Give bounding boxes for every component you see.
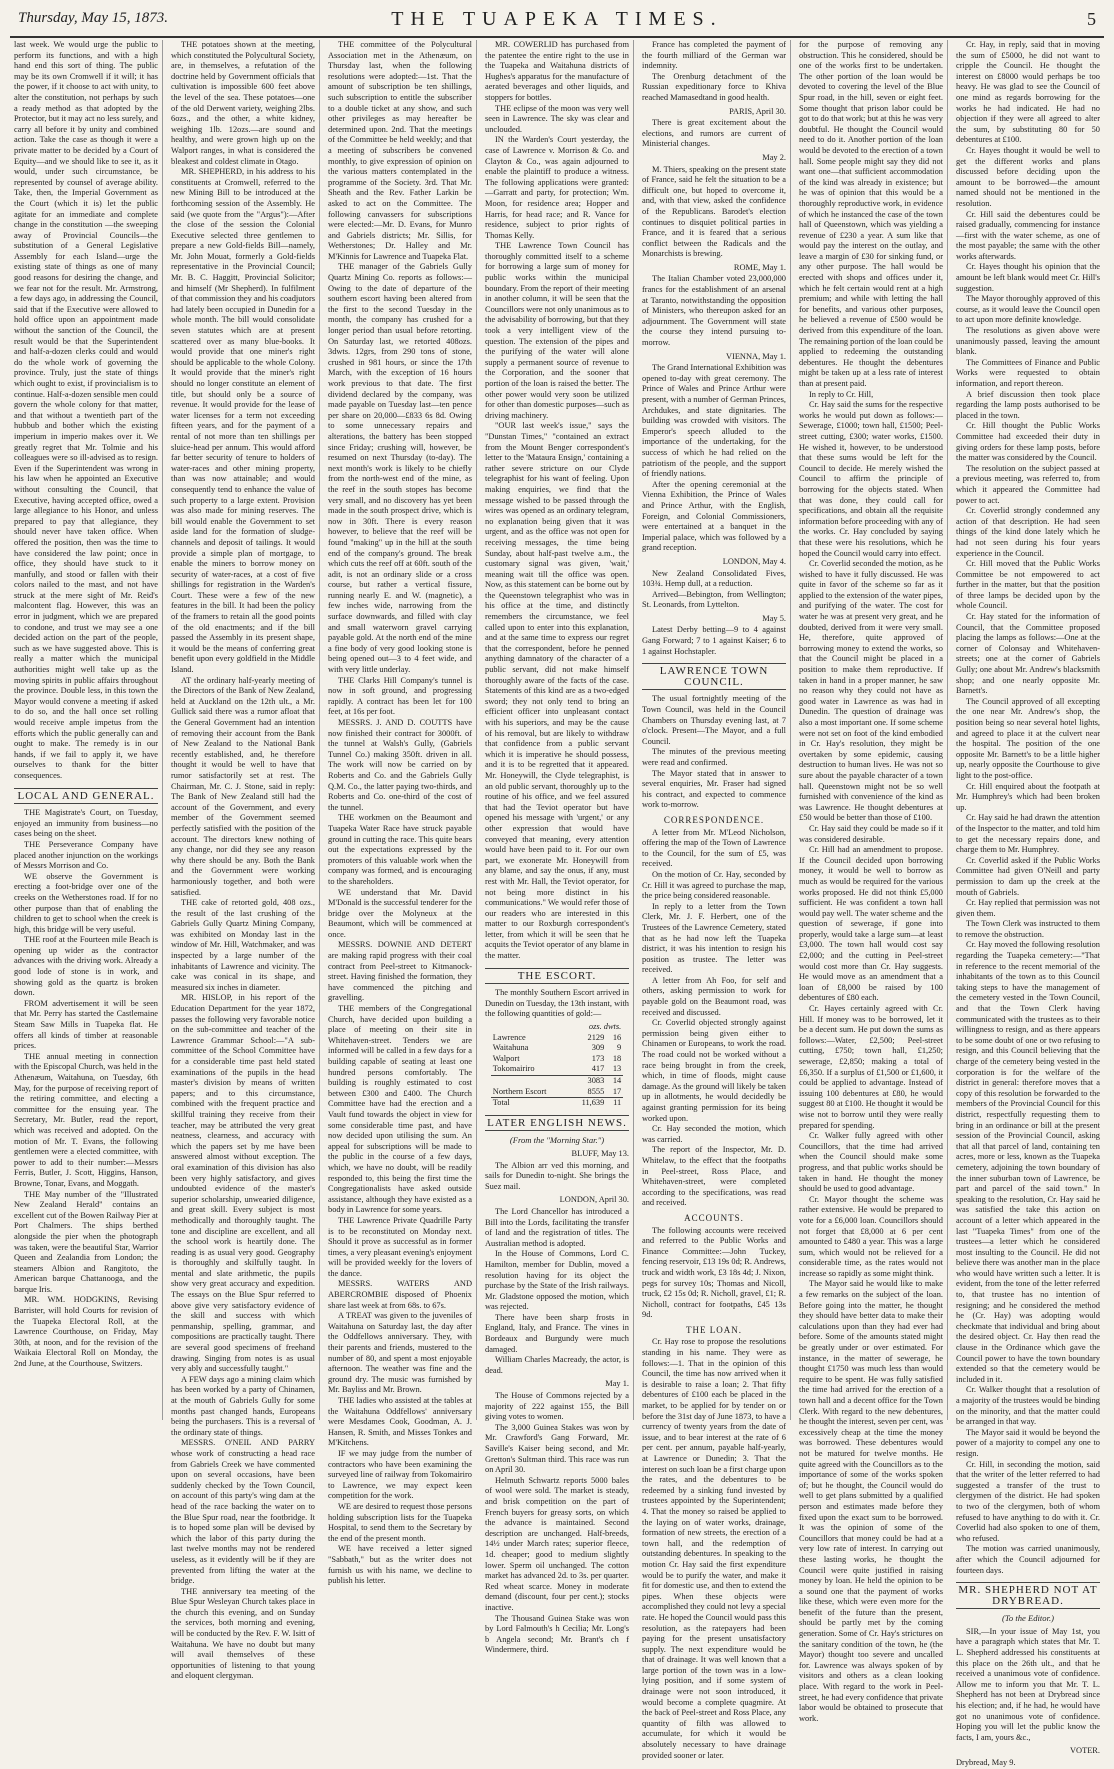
dateline: ROME, May 1. <box>733 262 786 272</box>
escort-subtotal-ozs: 3083 <box>570 1076 607 1087</box>
escort-dwts: 16 <box>612 1032 622 1042</box>
news-item: The usual fortnightly meeting of the Town Council, was held in the Council Chambers on Thursday evening last, at 7 o'clock. Present—The Mayor, and a full Council. <box>642 694 786 746</box>
masthead <box>10 6 1104 38</box>
news-item: Cr. Hayes thought it would be well to get the different works and plans discussed before deciding upon the amount to be borrowed—the amount named should not be mentioned in the resolution. <box>956 145 1100 208</box>
section-heading-english-news: LATER ENGLISH NEWS. <box>485 1115 629 1132</box>
escort-total-dwts: 11 <box>606 1098 623 1109</box>
news-item: THE members of the Congregational Church, have decided upon building a place of meeting on their site in Whitehaven-street. Tenders we are informed will be called in a few days for a building capable of seating at least one hundred persons comfortably. The building is roughly estimated to cost between £300 and £400. The Church Committee have had the erection and a Vault fund towards the object in view for some considerable time past, and have now decided upon utilising the sum. An appeal for subscriptions will be made to the public in the course of a few days, which, we have no doubt, will be readily responded to, this being the first time the Congregationalists have asked outside assistance, although they have existed as a body in Lawrence for some years. <box>328 1004 472 1215</box>
escort-place: Walport <box>492 1053 520 1063</box>
news-item: Cr. Hay said the sums for the respective works he would put down as follows:—Sewerage, £1000; town hall, £1500; Peel-street cutting, £300; water works, £1500. He wished it, however, to be understood that these sums would be left for the Council to decide. He merely wished the Council to affirm the principle of borrowing for the objects stated. When that was done, they could call for specifications, and obtain all the requisite information before proceeding with any of the works. Cr. Hay concluded by saying that these were his resolutions, which he hoped the Council would carry into effect. <box>799 400 943 558</box>
editorial-text: last week. We would urge the public to perform its functions, and with a high hand end this sort of thing. The public may be its own Cromwell if it will; it has the power, if it choose to act with unity, to alter the constitution, not perhaps by such a ready method as that adopted by the Protector, but it may act no less surely, and carry all before it by unity and combined action. Take the case as though it were a private matter to be decided by a Court of Equity—and we should like to see it, as it would, under such circumstance, be represented by counsel of average ability. Take, then, the Imperial Government as the Court (which it is) let the public agitate for an immediate and complete change in the constitution —the sweeping away of Provincial Councils—the substitution of a General Legislative Assembly for each Island—urge the existing state of things as one of many good reasons for desiring the change, and we fear not for the result. Mr. Armstrong, a few days ago, in addressing the Council, said that if the Executive were allowed to hold office upon an appointment made without the sanction of the Council, the result would be that the Superintendent and half-a-dozen clerks could and would do the whole work of governing the province. Truly, just the state of things which ought to exist, if provincialism is to continue. Half-a-dozen sensible men could govern the whole colony for that matter, and that without a twentieth part of the hubbub and bother which the existing imperium in imperio makes over it. We greatly regret that Mr. Tolmie and his colleagues were so ill-advised as to resign. Even if the Superintendent was wrong in his law when he appointed an Executive without consulting the Council, that Executive, having accepted office, owed a large allegiance to his Honor, and unless prepared to pay that allegiance, they should never have taken office. When offered the position, then was the time to have considered the law point; once in office, they should have stuck to it manfully, and stood or fallen with their colors nailed to the mast, and not have struck at the mere sight of Mr. Reid's malcontent flag. However, this was an error in judgment, which we are prepared to condone, and trust we may see a one decided action on the part of the people, such as we have suggested above. This is really a matter which the municipal authorities might well take up as the moving spirits in public affairs throughout the province. Double less, in this town the Mayor would convene a meeting if asked to do so, and the hall once set rolling would receive ample impetus from the efforts which the public generally can and ought to make. The remedy is in our hands, if we fail to apply it, we have ourselves to thank for the bitter consequences. <box>14 40 158 780</box>
news-item: The House of Commons rejected by a majority of 222 against 155, the Bill giving votes to women. <box>485 1391 629 1422</box>
news-item: Cr. Hayes thought his opinion that the amount be left blank would meet Cr. Hill's suggestion. <box>956 262 1100 293</box>
news-item: Cr. Coverlid seconded the motion, as he wished to have it fully discussed. He was quite in favor of the scheme so far as it applied to the extension of the water pipes, and purifying of the water. The cost for water he was at present very great, and he doubted, derived from it were very small. He, therefore, quite approved of borrowing money to extend the works, so that the Council might be placed in a position to make them reproductive. If taken in hand in a proper manner, he saw no reason why they could not have as good water in Lawrence as was had in Dunedin. The question of drainage was also a most important one. If some scheme were not set on foot of the kind embodied in Cr. Hay's resolution, they might be overtaken by some epidemic, causing destruction to human lives. He was not so sure about the payable character of a town hall. Queenstown might not be so well furnished with convenience of the kind as was Lawrence. He thought debentures at £50 would be better than those of £100. <box>799 559 943 823</box>
news-item: The Mayor thoroughly approved of this course, as it would leave the Council open to act upon more definite knowledge. <box>956 294 1100 325</box>
news-item: Cr. Hay replied that permission was not given them. <box>956 898 1100 918</box>
news-item: The resolutions as given above were unanimously passed, leaving the amount blank. <box>956 326 1100 357</box>
escort-ozs: 2129 <box>587 1032 605 1042</box>
news-item: Cr. Hill thought the Public Works Committee had exceeded their duty in giving orders for these lamp posts, before the matter was considered by the Council. <box>956 421 1100 463</box>
news-item: MR. COWERLID has purchased from the patentee the entire right to the use in the Tuapeka and Waitahuna districts of Hughes's apparatus for the manufacture of aerated beverages and other liquids, and stoppers for bottles. <box>485 40 629 102</box>
escort-total-label: Total <box>491 1098 570 1109</box>
news-item: MR. HISLOP, in his report of the Education Department for the year 1872, passes the following very favorable notice on the sub-committee and teacher of the Lawrence Grammar School:—"A sub-committee of the School Committee have for a considerable time past held stated examinations of the pupils in the head master's division by means of written papers; and to this circumstance, combined with the frequent practice and skillful training they receive from their teacher, may be attributed the very great neatness, clearness, and accuracy with which the papers set by me have been answered almost without exception. The oral examination of this division has also been very highly satisfactory, and gives undoubted evidence of the master's superior scholarship, unwearied diligence, and great skill. Every subject is most methodically and thoroughly taught. The tone and discipline are excellent, and all the school work is heartily done. The reading is as usual very good. Geography is thoroughly and skilfully taught. In mental and slate arithmetic, the pupils show very great accuracy and expedition. The essays on the Blue Spur referred to above give very satisfactory evidence of the skill and success with which penmanship, spelling, grammar, and compositions are practically taught. There are several good specimens of freehand drawing. Singing from notes is as usual very ably and successfully taught." <box>171 993 315 1374</box>
subheading-correspondence: CORRESPONDENCE. <box>663 814 765 825</box>
news-item: In reply to Cr. Hill, <box>809 389 874 399</box>
news-item: The resolution on the subject passed at a previous meeting, was referred to, from which it appeared the Committee had power to act. <box>956 463 1100 505</box>
letter-place-date: Drybread, May 9. <box>956 1758 1016 1767</box>
news-item: Cr. Hay said they could be made so if it was considered desirable. <box>799 823 943 844</box>
escort-ozs: 173 <box>591 1053 605 1063</box>
news-item: Cr. Hill enquired about the footpath at Mr. Humphrey's which had been broken up. <box>956 781 1100 812</box>
column-2 <box>167 40 320 1681</box>
news-item: THE manager of the Gabriels Gully Quartz Mining Co. reports as follows:—Owing to the date of departure of the southern escort having been altered from the first to the second Tuesday in the month, the company has crushed for a longer period than usual before retorting. On Saturday last, we retorted 408ozs. 3dwts. 12grs, from 290 tons of stone, crushed in 981 hours, or since the 17th March, with the exception of 16 hours work previous to that date. The first dividend declared by the company, was made payable on Tuesday last—ten pence per share on 20,000—£833 6s 8d. Owing to some unnecessary repairs and alterations, the battery has been stopped since Friday; crushing will, however, be resumed on next Thursday (to-day). The next month's work is likely to be chiefly from the north-west end of the mine, as the reef in the south stopes has become very small, and no discovery has yet been made in the south prospect drive, which is now in 30ft. There is every reason however, to believe that the reef will be found "making" up in the hill at the south end of the company's ground. The break which cuts the reef off at 60ft. south of the adit, is not an ordinary slide or a cross course, but rather a vertical fissure, running nearly E. and W. (magnetic), a few inches wide, narrowing from the surface downwards, and filled with clay and small waterworn gravel carrying payable gold. At the north end of the mine a fine body of very good looking stone is being opened out—3 to 4 feet wide, and with very little underlay. <box>328 262 472 675</box>
news-item: The Grand International Exhibition was opened to-day with great ceremony. The Prince of Wales and Prince Arthur were present, with a number of German Princes, Archdukes, and state dignitaries. The building was crowded with visitors. The Emperor's speech alluded to the importance of the undertaking, for the success of which he had relied on the patriotism of the people, and the support of friendly nations. <box>642 363 786 479</box>
escort-subtotal-dwts: 14 <box>606 1076 623 1087</box>
news-item: Cr. Hay rose to propose the resolutions standing in his name. They were as follows:—1. That in the opinion of this Council, the time has now arrived when it is desirable to raise a loan; 2. That fifty debentures of £100 each be placed in the market, to be applied for by tender on or before the 31st day of June 1873, to have a currency of twenty years from the date of issue, and to bear interest at the rate of 6 per cent. per annum, payable half-yearly, at Lawrence or Dunedin; 3. That the interest on such loan be a first charge upon the rates, and the debentures to be redeemed by a sinking fund invested by trustees appointed by the Superintendent; 4. That the money so raised be applied to the laying on of water works, drainage, formation of new streets, the erection of a town hall, and the redemption of outstanding debentures. In speaking to the motion Cr. Hay said the first expenditure would be to purify the water, and make it fit for domestic use, and then to extend the pipes. When these objects were accomplished they could not levy a special rate. He hoped the Council would pass this resolution, as the ratepayers had been paying for the present unsatisfactory supply. The next expenditure would be that of drainage. It was well known that a large portion of the town was in a low-lying position, and if some system of drainage were not soon introduced, it would become a complete quagmire. At the back of Peel-street and Ross Place, any quantity of filth was allowed to accumulate, for which it would be absolutely necessary to have drainage provided sooner or later. <box>642 1337 786 1760</box>
news-item: Cr. Hay moved the following resolution regarding the Tuapeka cemetery:—"That in reference to the recent memorial of the inhabitants of the town as to this Council taking steps to have the management of the cemetery vested in the Town Council, and that the Town Clerk having communicated with the trustees as to their willingness to resign, and as there appears to be some doubt of one or two refusing to resign, and this Council believing that the charge of the cemetery being vested in the corporation is for the welfare of the district in general: therefore moves that a copy of this resolution be forwarded to the members of the Provincial Council for this district, respectfully requesting them to bring in an ordinance or bill at the present session of the Provincial Council, asking that all that parcel of land, containing ten acres, more or less, known as the Tuapeka cemetery, adjoining the town boundary of the inner suburban town of Lawrence, be part and parcel of the said town." In speaking to the resolution, Cr. Hay said he was satisfied the take this action on account of a letter which appeared in the last "Tuapeka Times" from one of the trustees—a letter which he considered most insulting to the Council. He did not believe there was another man in the place who would have written such a letter. It is evident, from the tone of the letter referred to, that trustee has no intention of resigning; and he considered the method he (Cr. Hay) was adopting would checkmate that individual and bring about the desired object. Cr. Hay then read the clause in the Ordinance which gave the Council power to have the town boundary extended so that the cemetery would be included in it. <box>956 940 1100 1384</box>
news-source: (From the "Morning Star.") <box>509 1135 605 1146</box>
escort-dwts: 17 <box>612 1086 622 1096</box>
news-item: THE Perseverance Company have placed another injunction on the workings of Messrs Morrison and Co. <box>14 839 158 871</box>
dateline: LONDON, April 30. <box>559 1195 629 1205</box>
table-row <box>491 1054 623 1065</box>
news-item: The Thousand Guinea Stake was won by Lord Falmouth's h Cecilia; Mr. Long's b Angela second; Mr. Brant's ch f Windermere, third. <box>485 1613 629 1655</box>
news-item: Cr. Coverlid asked if the Public Works Committee had given O'Neill and party permission to dam up the creek at the mouth of Gabriels. <box>956 855 1100 897</box>
section-heading-letter: MR. SHEPHERD NOT AT DRYBREAD. <box>956 1582 1100 1609</box>
table-row <box>491 1087 623 1098</box>
news-item: MR. WM. HODGKINS, Revising Barrister, will hold Courts for revision of the Tuapeka Electoral Roll, at the Lawrence Courthouse, on Friday, May 30th, at noon, and for the revision of the Waikaia Electoral Roll on Monday, the 2nd June, at the Courthouse, Switzers. <box>14 1295 158 1369</box>
issue-date: Thursday, May 15, 1873. <box>18 10 168 26</box>
escort-table <box>491 1022 623 1109</box>
news-item: Cr. Hay said he had drawn the attention of the Inspector to the matter, and told him to get the necessary repairs done, and charge them to Mr. Humphrey. <box>956 813 1100 855</box>
news-item: MR. SHEPHERD, in his address to his constituents at Cromwell, referred to the new Mining Bill to be introduced at the forthcoming session of the Assembly. He said (we quote from the "Argus"):—After the close of the session the Colonial Executive selected three gentlemen to prepare a new Gold-fields Bill—namely, Mr. John Mouat, formerly a Gold-fields representative in the Provincial Council; Mr. B. C. Haggitt, Provincial Solicitor; and himself (Mr Shepherd). In fulfilment of that commission they and his coadjutors had lately been occupied in Dunedin for a whole month. The bill would consolidate seven statutes which are at present scattered over as many blue-books. It would provide that one miner's right should be applicable to the whole Colony. It would provide that the miner's right should no longer constitute an element of title, but should only be a source of revenue. It would provide for the lease of water licenses for a term not exceeding fifteen years, and for the payment of a rental of not more than ten shillings per sluice-head per annum. This would afford far better security of tenure to holders of water-races and other mining property, than was now attainable; and would consequently tend to enhance the value of such property to a large extent. Provision was also made for mining reserves. The bill would enable the Government to set aside land for the formation of sludge-channels and deposit of tailings. It would provide a simple plan of mortgage, to enable the miners to borrow money on security of water-races, at a cost of five shillings for registration in the Warden's Court. These were a few of the new features in the bill. It had been the policy of the framers to retain all the good points of the old enactments; and if the bill passed the Assembly in its present shape, it would be the means of conferring great benefit upon every goldfield in the Middle Island. <box>171 167 315 675</box>
news-item: THE committee of the Polycultural Association met in the Athenæum, on Thursday last, when the following resolutions were adopted:—1st. That the amount of subscription be ten shillings, such subscription to entitle the subscriber to a double ticket at any show, and such other privileges as may hereafter be determined upon. 2nd. That the meetings of the Committee be held weekly; and that a meeting of subscribers be convened monthly, to give expression of opinion on the various matters contemplated in the programme of the Society. 3rd. That Mr. Sheath and the Rev. Father Larkin be asked to act on the Committee. The following canvassers for subscriptions were elected:—Mr. D. Evans, for Munro and Gabriels districts; Mr. Sillis, for Wetherstones; Dr. Halley and Mr. M'Kinnis for Lawrence and Tuapeka Flat. <box>328 40 472 261</box>
news-item: After the opening ceremonial at the Vienna Exhibition, the Prince of Wales and Prince Arthur, with the English, Foreign, and Colonial Commissioners, were entertained at a banquet in the Imperial palace, which was followed by a grand reception. <box>642 479 786 553</box>
news-item: In the House of Commons, Lord C. Hamilton, member for Dublin, moved a resolution having for its object the purchase by the State of the Irish railways. Mr. Gladstone opposed the motion, which was rejected. <box>485 1249 629 1312</box>
news-item: Cr. Hay, in reply, said that in moving the sum of £5000, he did not want to cripple the Council. He thought the interest on £8000 would perhaps be too heavy. He was glad to see the Council of one mind as regards borrowing for the works he had indicated. He had no objection if they were all agreed to alter the sum, by substituting 80 for 50 debentures at £100. <box>956 40 1100 145</box>
news-item: Cr. Walker fully agreed with other Councillors, that the time had arrived when the Council should make some progress, and that public works should be taken in hand. He thought the money should be used to good advantage. <box>799 1131 943 1194</box>
table-row <box>491 1033 623 1044</box>
news-item: The Orenburg detachment of the Russian expeditionary force to Khiva reached Mamasedtand in good health. <box>642 71 786 102</box>
newspaper-title: THE TUAPEKA TIMES. <box>391 8 723 30</box>
news-item: THE Clarks Hill Company's tunnel is now in soft ground, and progressing rapidly. A contract has been let for 100 feet, at 16s per foot. <box>328 675 472 717</box>
news-item: The Town Clerk was instructed to them to remove the obstruction. <box>956 919 1100 939</box>
news-item: Cr. Hill, in seconding the motion, said that the writer of the letter referred to had suggested a transfer of the trust to clergymen of the district. He had spoken to two of the clergymen, both of whom refused to have anything to do with it. Cr. Coverlid had also spoken to one of them, who refused. <box>956 1459 1100 1543</box>
column-1 <box>10 40 163 1420</box>
news-item: THE workmen on the Beaumont and Tuapeka Water Race have struck payable ground in cutting the race. This quite bears out the expectations expressed by the promoters of this valuable work when the company was formed, and is encouraging to the shareholders. <box>328 813 472 886</box>
news-item: for the purpose of removing any obstruction. This he considered, should be one of the works first to be undertaken. The other portion of the loan would be devoted to covering the level of the Blue Spur road, in the hill, seven or eight feet. Some thought that prison labor could be got to do that work; but at this he was very doubtful. He thought the Council would need to do it. Another portion of the loan would be devoted to the erection of a town hall. Some people might say they did not want one—that sufficient accommodation of the kind was already in existence; but he was of opinion that this would be a thoroughly reproductive work, in evidence of which he instanced the case of the town hall of Queenstown, which was yielding a revenue of £230 a year. A sum like that would pay the interest on the outlay, and leave a margin of £30 for sinking fund, or any other purpose. The hall would be erected with shops and offices under it, which he felt certain would rent at a high premium; and while with letting the hall for benefits, and various other purposes, he believed a revenue of £500 would be derived from this expenditure of the loan. The remaining portion of the loan could be applied to redeeming the outstanding debentures. He thought the debentures might be taken up at a less rate of interest than at present paid. <box>799 40 943 388</box>
letter-signoff: VOTER. <box>1069 1746 1100 1756</box>
news-item: The Lord Chancellor has introduced a Bill into the Lords, facilitating the transfer of land and the registration of titles. The Australian method is adopted. <box>485 1206 629 1248</box>
news-item: MESSRS. WATERS AND ABERCROMBIE disposed of Phoenix share last week at from 68s. to 67s. <box>328 1279 472 1310</box>
table-row-total <box>491 1098 623 1109</box>
news-item: There have been sharp frosts in England, Italy, and France. The vines in Bordeaux and Burgundy were much damaged. <box>485 1312 629 1354</box>
news-item: France has completed the payment of the fourth milliard of the German war indemnity. <box>642 40 786 71</box>
news-item: The Council approved of all excepting the one near Mr. Andrew's shop, the position being so near several hotel lights, and agreed to place it at the culvert near the hospital. The position of the one opposite Mr. Barnett's to be a little higher up, nearly opposite the Courthouse to give light to the post-office. <box>956 696 1100 780</box>
table-row-subtotal <box>491 1076 623 1087</box>
dateline: May 1. <box>605 1379 629 1389</box>
news-item: A TREAT was given to the juveniles of Waitahuna on Saturday last, the day after the Oddfellows anniversary. They, with their parents and friends, mustered to the number of 80, and spent a most enjoyable afternoon. The weather was fine and the ground dry. The music was furnished by Mr. Bayliss and Mr. Brown. <box>328 1311 472 1395</box>
dateline: LONDON, May 4. <box>722 556 786 566</box>
news-item: FROM advertisement it will be seen that Mr. Perry has started the Castlemaine Steam Saw Mills in Tuapeka flat. He offers all kinds of timber at reasonable prices. <box>14 998 158 1051</box>
news-item: THE cake of retorted gold, 408 ozs., the result of the last crushing of the Gabriels Gully Quartz Mining Company, was exhibited on Monday last in the window of Mr. Hill, Watchmaker, and was inspected by a large number of the inhabitants of Lawrence and vicinity. The cake was conical in its shape, and measured six inches in diameter. <box>171 898 315 992</box>
news-item: Cr. Walker thought that a resolution of a majority of the trustees would be binding on the minority, and that the matter could be arranged in that way. <box>956 1385 1100 1427</box>
escort-total-ozs: 11,639 <box>570 1098 607 1109</box>
news-item: The following accounts were received and referred to the Public Works and Finance Committee:—John Tuckey, fencing reservoir, £13 19s 0d; R. Andrews, truck and width work, £3 18s 4d; J. Nixon, pegs for survey 10s; Thomas and Nicoll, truck, £2 15s 0d; R. Nicholl, gravel, £1; R. Nicholl, contract for footpaths, £45 13s 9d. <box>642 1225 786 1320</box>
news-item: On the motion of Cr. Hay, seconded by Cr. Hill it was agreed to purchase the map, the price being considered reasonable. <box>642 869 786 901</box>
escort-ozs: 417 <box>591 1064 605 1074</box>
news-item: The Mayor stated that in answer to several enquiries, Mr. Fraser had signed his contract, and expected to commence work to-morrow. <box>642 768 786 810</box>
news-item: Cr. Hill said the debentures could be raised gradually, commencing for instance—first with the water scheme, as one of the most payable; the same with the other works afterwards. <box>956 209 1100 261</box>
news-item: The report of the Inspector, Mr. D. Whitelaw, to the effect that the footpaths in Peel-street, Ross Place, and Whitehaven-street, were completed according to the specifications, was read and received. <box>642 1145 786 1208</box>
escort-table-header: ozs. dwts. <box>588 1022 622 1032</box>
letter-address: (To the Editor.) <box>1002 1613 1054 1624</box>
news-item: A FEW days ago a mining claim which has been worked by a party of Chinamen, at the mouth of Gabriels Gully for some months past changed hands, Europeans being the purchasers. This is a reversal of the ordinary state of things. <box>171 1374 315 1437</box>
news-item: The Albion arr ved this morning, and sails for Dunedin to-night. She brings the Suez mail. <box>485 1160 629 1191</box>
news-item: A letter from Ah Foo, for self and others, asking permission to work for payable gold on the Beaumont road, was received and discussed. <box>642 975 786 1017</box>
table-row <box>491 1043 623 1054</box>
dateline: BLUFF, May 13. <box>571 1148 629 1158</box>
column-4 <box>481 40 634 1655</box>
column-6 <box>795 40 948 1723</box>
news-item: A brief discussion then took place regarding the lamp posts authorised to be placed in the town. <box>956 389 1100 420</box>
news-item: Cr. Coverlid strongly condemned any action of that description. He had seen things of the kind done lately which he had not seen during his four years experience in the Council. <box>956 506 1100 558</box>
news-item: WE have received a letter signed "Sabbath," but as the writer does not furnish us with his name, we decline to publish his letter. <box>328 1544 472 1586</box>
news-item: THE May number of the "Illustrated New Zealand Herald" contains an excellent cut of the Bowen Railway Pier at Port Chalmers. The ships berthed alongside the pier when the photograph was taken, were the beautiful Star, Warrior Queen and Zealandia from London; the steamers Albion and Rangitoto, the American barque Chattanooga, and the barque Iris. <box>14 1189 158 1294</box>
news-item: "OUR last week's issue," says the "Dunstan Times," "contained an extract from the Mount Benger correspondent's letter to the 'Mataura Ensign,' containing a rather severe stricture on our Clyde telegraphist for his want of feeling. Upon making enquiries, we find that the message wished to be passed through the wires was opened as an ordinary telegram, no explanation being given that it was urgent, and as the office was not open for receiving messages, the time being Sunday, about half-past twelve a.m., the customary signal was given, 'wait,' meaning wait till the office was open. Now, as this statement can be borne out by the Queenstown telegraphist who was in his office at the time, and distinctly remembers the circumstance, we feel called upon to enter into this explanation, and at the same time to express our regret that the correspondent, before he penned anything damnatory of the character of a public servant, did not make himself thoroughly aware of the facts of the case. Statements of this kind are as a two-edged sword; they not only tend to bring an efficient officer into unpleasant contact with his superiors, and may be the cause of his removal, but are likely to withdraw that confidence from a public servant which it is imperative he should possess, and it is to be regretted that it appeared. Mr. Honeywill, the Clyde telegraphist, is an old public servant, thoroughly up to the routine of his office, and we feel assured that had the Teviot operator but have opened his message with 'urgent,' or any other expression that would have conveyed that meaning, every attention would have been paid to it. For our own part, we exonerate Mr. Honeywill from any blame, and say the onus, if any, must rest with Mr. Hall, the Teviot operator, for not being more distinct in his communications." We would refer those of our readers who are interested in this matter to our Roxburgh correspondent's letter, from which it will be seen that he acquits the Teviot operator of any blame in the matter. <box>485 421 629 961</box>
news-item: There is great excitement about the elections, and rumors are current of Ministerial changes. <box>642 118 786 149</box>
escort-ozs: 309 <box>591 1043 605 1053</box>
news-item: WE observe the Government is erecting a foot-bridge over one of the creeks on the Wetherstones road. If for no other purpose than that of enabling the children to get to school when the creek is high, this bridge will be very useful. <box>14 871 158 934</box>
news-item: THE ladies who assisted at the tables at the Waitahuna Oddfellows' anniversary were Mesdames Cook, Goodman, A. J. Hansen, R. Smith, and Misses Tonkes and M'Kitchens. <box>328 1396 472 1448</box>
news-item: THE annual meeting in connection with the Episcopal Church, was held in the Athenæum, Waitahuna, on Tuesday, 6th May, for the purpose of receiving report of the retiring committee, and electing a committee for the ensuing year. The Secretary, Mr. Butler, read the report, which was received and adopted. On the motion of Mr. T. Evans, the following gentlemen were a elected committee, with power to add to their number:—Messrs Ferris, Butler, J. Scott, Higgins, Hanson, Browne, Tonar, Evans, and Moggath. <box>14 1051 158 1188</box>
subheading-the-loan: THE LOAN. <box>686 1324 742 1335</box>
news-item: The motion was carried unanimously, after which the Council adjourned for fourteen days. <box>956 1544 1100 1575</box>
news-item: THE anniversary tea meeting of the Blue Spur Wesleyan Church takes place in the church this evening, and on Sunday the services, both morning and evening, will be conducted by the Rev. F. W. Isitt of Waitahuna. We have no doubt but many will avail themselves of these opportunities of listening to that young and eloquent clergyman. <box>171 1586 315 1681</box>
news-item: THE Magistrate's Court, on Tuesday, enjoyed an immunity from business—no cases being on the sheet. <box>14 808 158 839</box>
dateline: May 5. <box>762 613 786 623</box>
news-item: Cr. Hill had an amendment to propose. If the Council decided upon borrowing money, it would be well to borrow as much as would be required for the various works proposed. He did not think £5,000 sufficient. He was confident a town hall would pay well. The water scheme and the question of sewerage, if gone into properly, would take a large sum—at least £3,000. The town hall would cost say £2,000; and the cutting in Peel-street would cost more than Cr. Hay suggests. He would move as an amendment that a loan of £8,000 be raised by 100 debentures of £80 each. <box>799 845 943 1003</box>
news-item: IN the Warden's Court yesterday, the case of Lawrence v. Morrison & Co. and Clayton & Co., was again adjourned to enable the plaintiff to produce a witness. The following applications were granted:—Garratt and party, for protection; Wm. Moon, for residence area; Hopper and Harris, for head race; and R. Vance for residence, subject to prior rights of Thomas Kelly. <box>485 135 629 240</box>
news-item: THE eclipse of the moon was very well seen in Lawrence. The sky was clear and unclouded. <box>485 103 629 134</box>
news-item: MESSRS. J. AND D. COUTTS have now finished their contract for 3000ft. of the tunnel at Walsh's Gully, (Gabriels Tunnel Co.) making 350ft. driven in all. The work will now be carried on by Roberts and Co. and the Gabriels Gully Q.M. Co., the latter paying two-thirds, and Roberts and Co. one-third of the cost of the tunnel. <box>328 718 472 812</box>
dateline: VIENNA, May 1. <box>725 351 786 361</box>
news-item: THE potatoes shown at the meeting, which constituted the Polycultural Society, are, in themselves, a refutation of the doctrine held by Government officials that cultivation is impossible 600 feet above the level of the sea. These potatoes—one of the old Derwent variety, weighing 2lbs. 6ozs., and the other, a white kidney, weighing 1lb. 12ozs.—are sound and healthy, and were grown high up on the Walport ranges, in what is considered the bleakest and coldest climate in Otago. <box>171 40 315 166</box>
escort-intro: The monthly Southern Escort arrived in Dunedin on Tuesday, the 13th instant, with the following quantities of gold:— <box>485 988 629 1019</box>
escort-place: Northern Escort <box>492 1086 547 1096</box>
news-item: Cr. Hay stated for the information of Council, that the Committee proposed placing the lamps as follows:—One at the corner of Colonsay and Whitehaven-streets; one at the corner of Gabriels Gully; one about Mr. Andrew's blacksmith shop; and one nearly opposite Mr. Barnett's. <box>956 612 1100 696</box>
news-item: THE Lawrence Private Quadrille Party is to be reconstituted on Monday next. Should it prove as successful as in former times, a very pleasant evening's enjoyment will be provided weekly for the lovers of the dance. <box>328 1215 472 1278</box>
dateline: PARIS, April 30. <box>729 106 786 116</box>
news-item: The minutes of the previous meeting were read and confirmed. <box>642 747 786 767</box>
columns <box>10 40 1104 1767</box>
news-item: Arrived—Bebington, from Wellington; St. Leonards, from Lyttelton. <box>642 589 786 610</box>
letter-text: SIR,—In your issue of May 1st, you have a paragraph which states that Mr. T. L. Shepherd addressed his constituents at this place on the 26th ult., and that he received a unanimous vote of confidence. Allow me to inform you that Mr. T. L. Shepherd has not been at Drybread since his election; and, if he had, he would have got no unanimous vote of confidence. Hoping you will let the public know the facts, I am, yours &c., <box>956 1626 1100 1742</box>
news-item: WE are desired to request those persons holding subscription lists for the Tuapeka Hospital, to send them to the Secretary by the end of the present month. <box>328 1501 472 1543</box>
column-7 <box>952 40 1104 1767</box>
news-item: Latest Derby betting—9 to 4 against Gang Forward; 7 to 1 against Kaiser; 6 to 1 against Hochstapler. <box>642 625 786 656</box>
news-item: The 3,000 Guinea Stakes was won by Mr. Crawford's Gang Forward, Mr. Saville's Kaiser being second, and Mr. Gretton's Sultman third. This race was run on April 30. <box>485 1422 629 1475</box>
section-heading-local-general: LOCAL AND GENERAL. <box>14 788 158 805</box>
news-item: AT the ordinary half-yearly meeting of the Directors of the Bank of New Zealand, held at Auckland on the 12th ult., a Mr. Gullick said there was a rumor afloat that the General Government had an intention of removing their account from the Bank of New Zealand to the National Bank recently established, and, he therefore thought it would be well to have that rumor satisfactorily set at rest. The Chairman, Mr. C. J. Stone, said in reply: The Bank of New Zealand still had the account of the Government, and every member of the Government seemed perfectly satisfied with the position of the account. The directors knew nothing of any change, nor did they see any reason why there should be any. Both the Bank and the Government were working harmoniously together, and both were satisfied. <box>171 675 315 897</box>
subheading-accounts: ACCOUNTS. <box>684 1212 744 1223</box>
escort-place: Tokomairiro <box>492 1064 535 1074</box>
column-5 <box>638 40 791 1760</box>
escort-ozs: 8555 <box>587 1086 605 1096</box>
news-item: IF we may judge from the number of contractors who have been examining the surveyed line of railway from Tokomairiro to Lawrence, we may expect keen competition for the work. <box>328 1448 472 1501</box>
escort-dwts: 13 <box>612 1064 622 1074</box>
news-item: Cr. Mayor thought the scheme was rather extensive. He would be prepared to vote for a £6,000 loan. Councillors should not forget that £8,000 at 6 per cent amounted to £480 a year. This was a large sum, which would not be relieved for a considerable time, as the rates would not increase so rapidly as some might think. <box>799 1194 943 1278</box>
news-item: M. Thiers, speaking on the present state of France, said he felt the situation to be a difficult one, but hoped to overcome it, and, with that view, asked the confidence of the Republicans. Barodet's election continues to disquiet political parties in France, and it is feared that a serious conflict between the Radicals and the Monarchists is brewing. <box>642 164 786 259</box>
news-item: Cr. Hayes certainly agreed with Cr. Hill. If money was to be borrowed, let it be a decent sum. He put down the sums as follows:—Water, £2,500; Peel-street cutting, £750; town hall, £1,250; sewerage, £2,850; making a total of £6,350. If a surplus of £1,500 or £1,600, it could be applied to advantage. Instead of issuing 100 debentures at £80, he would suggest 80 at £100. He thought it would be wise not to borrow until they were really prepared for spending. <box>799 1004 943 1130</box>
news-item: Cr. Hill moved that the Public Works Committee be not empowered to act further in the matter, but that the position of three lamps be decided upon by the whole Council. <box>956 559 1100 611</box>
section-heading-escort: THE ESCORT. <box>485 968 629 985</box>
escort-dwts: 18 <box>612 1053 622 1063</box>
escort-dwts: 9 <box>617 1043 622 1053</box>
news-item: MESSRS. DOWNIE AND DETERT are making rapid progress with their coal contract from Peel-street to Kitmanock-street. Having finished the formation, they have commenced the pitching and gravelling. <box>328 940 472 1003</box>
escort-place: Waitahuna <box>492 1043 529 1053</box>
news-item: THE Lawrence Town Council has thoroughly committed itself to a scheme for borrowing a large sum of money for public works within the municipal boundary. From the report of their meeting in another column, it will be seen that the Councillors were not only unanimous as to the advisability of borrowing, but that they took a very intelligent view of the question. The extension of the pipes and the purifying of the water will alone supply a permanent source of revenue to the Corporation, and the sooner that portion of the loan is raised the better. The other power would very soon be utilized for other than domestic purposes—such as driving machinery. <box>485 241 629 420</box>
dateline: May 2. <box>762 152 786 162</box>
escort-place: Lawrence <box>492 1032 526 1042</box>
page-number: 5 <box>1087 9 1096 29</box>
news-item: The Italian Chamber voted 23,000,000 francs for the establishment of an arsenal at Taranto, notwithstanding the opposition of Ministers, who thereupon asked for an adjournment. The Government will state the course they intend pursuing to-morrow. <box>642 274 786 348</box>
news-item: The Mayor said he would like to make a few remarks on the subject of the loan. Before going into the matter, he thought they should have better data to make their calculations upon than they had ever had before. Some of the amounts stated might be greatly under or over estimated. For instance, in the matter of sewerage, he thought £1750 was much less than would require to be spent. He was fully satisfied the time had arrived for the erection of a town hall and a decent office for the Town Clerk. With regard to the new debentures, he thought the interest, seven per cent, was excessively cheap at the time the money was borrowed. These debentures would not be matured for twelve months. He quite agreed with the Councillors as to the importance of some of the works spoken of; but he thought, the Council would do well to get plans submitted by a qualified person and estimates made before they fixed upon the exact sum to be borrowed. It was the opinion of some of the Councillors that money could be had at a very low rate of interest. In carrying out these lasting works, he thought the Council were quite justified in raising money by loan. He held the opinion to be a sound one that the payment of works like these, which were even more for the benefit of the future than the present, should be partly met by the coming generation. Some of Cr. Hay's strictures on the sanitary condition of the town, he (the Mayor) thought too severe and uncalled for. Lawrence was always spoken of by visitors and others as a clean looking place. With regard to the work in Peel-street, he had every confidence that private labor would be obtained to prosecute that work. <box>799 1279 943 1723</box>
column-3 <box>324 40 477 1586</box>
news-item: In reply to a letter from the Town Clerk, Mr. J. F. Herbert, one of the Trustees of the Lawrence Cemetery, stated that as he had now left the Tuapeka district, it was his intention to resign his position as trustee. The letter was received. <box>642 901 786 975</box>
table-row <box>491 1064 623 1075</box>
news-item: The Mayor said it would be beyond the power of a majority to compel any one to resign. <box>956 1427 1100 1458</box>
news-item: Cr. Hay seconded the motion, which was carried. <box>642 1124 786 1144</box>
news-item: THE roof at the Fourteen mile Beach is opening up wider as the contractor advances with the driving work. Already a good lode of stone is in work, and showing gold as the quartz is broken down. <box>14 935 158 998</box>
section-heading-town-council: LAWRENCE TOWN COUNCIL. <box>642 663 786 690</box>
news-item: The Committees of Finance and Public Works were requested to obtain information, and report thereon. <box>956 357 1100 388</box>
news-item: A letter from Mr. M'Leod Nicholson, offering the map of the Town of Lawrence to the Council, for the sum of £5, was received. <box>642 827 786 869</box>
news-item: Helmuth Schwartz reports 5000 bales of wool were sold. The market is steady, and brisk competition on the part of French buyers for greasy sorts, on which the advance is maintained. Second description are unchanged. Half-breeds, 14½ under March rates; superior fleece, 1d. cheaper; good to medium slightly lower. Sperm oil unchanged. The cotton market has advanced 2d. to 3s. per quarter. Red wheat scarce. Money in moderate demand (discount, four per cent.); stocks inactive. <box>485 1475 629 1612</box>
news-item: MESSRS. O'NEIL AND PARRY whose work of constructing a head race from Gabriels Creek we have commented upon on several occasions, have been suddenly checked by the Town Council, on account of this party's wing dam at the head of the race backing the water on to the Blue Spur road, near the footbridge. It is to hoped some plan will be devised by which the labor of this party during the last twelve months may not be rendered useless, as it evidently will be if they are prevented from lifting the water at the bridge. <box>171 1438 315 1586</box>
news-item: WE understand that Mr. David M'Donald is the successful tenderer for the bridge over the Molyneux at the Beaumont, which will be commenced at once. <box>328 887 472 939</box>
news-item: Cr. Coverlid objected strongly against permission being given either to Chinamen or Europeans, to work the road. The road could not be worked without a race being brought in from the creek, which, in time of floods, might cause damage. As the ground will likely be taken up in allotments, he would decidedly be against granting permission for its being worked upon. <box>642 1018 786 1123</box>
news-item: William Charles Macready, the actor, is dead. <box>485 1355 629 1375</box>
news-item: New Zealand Consolidated Fives, 103¾. Hemp dull, at a reduction. <box>642 568 786 589</box>
